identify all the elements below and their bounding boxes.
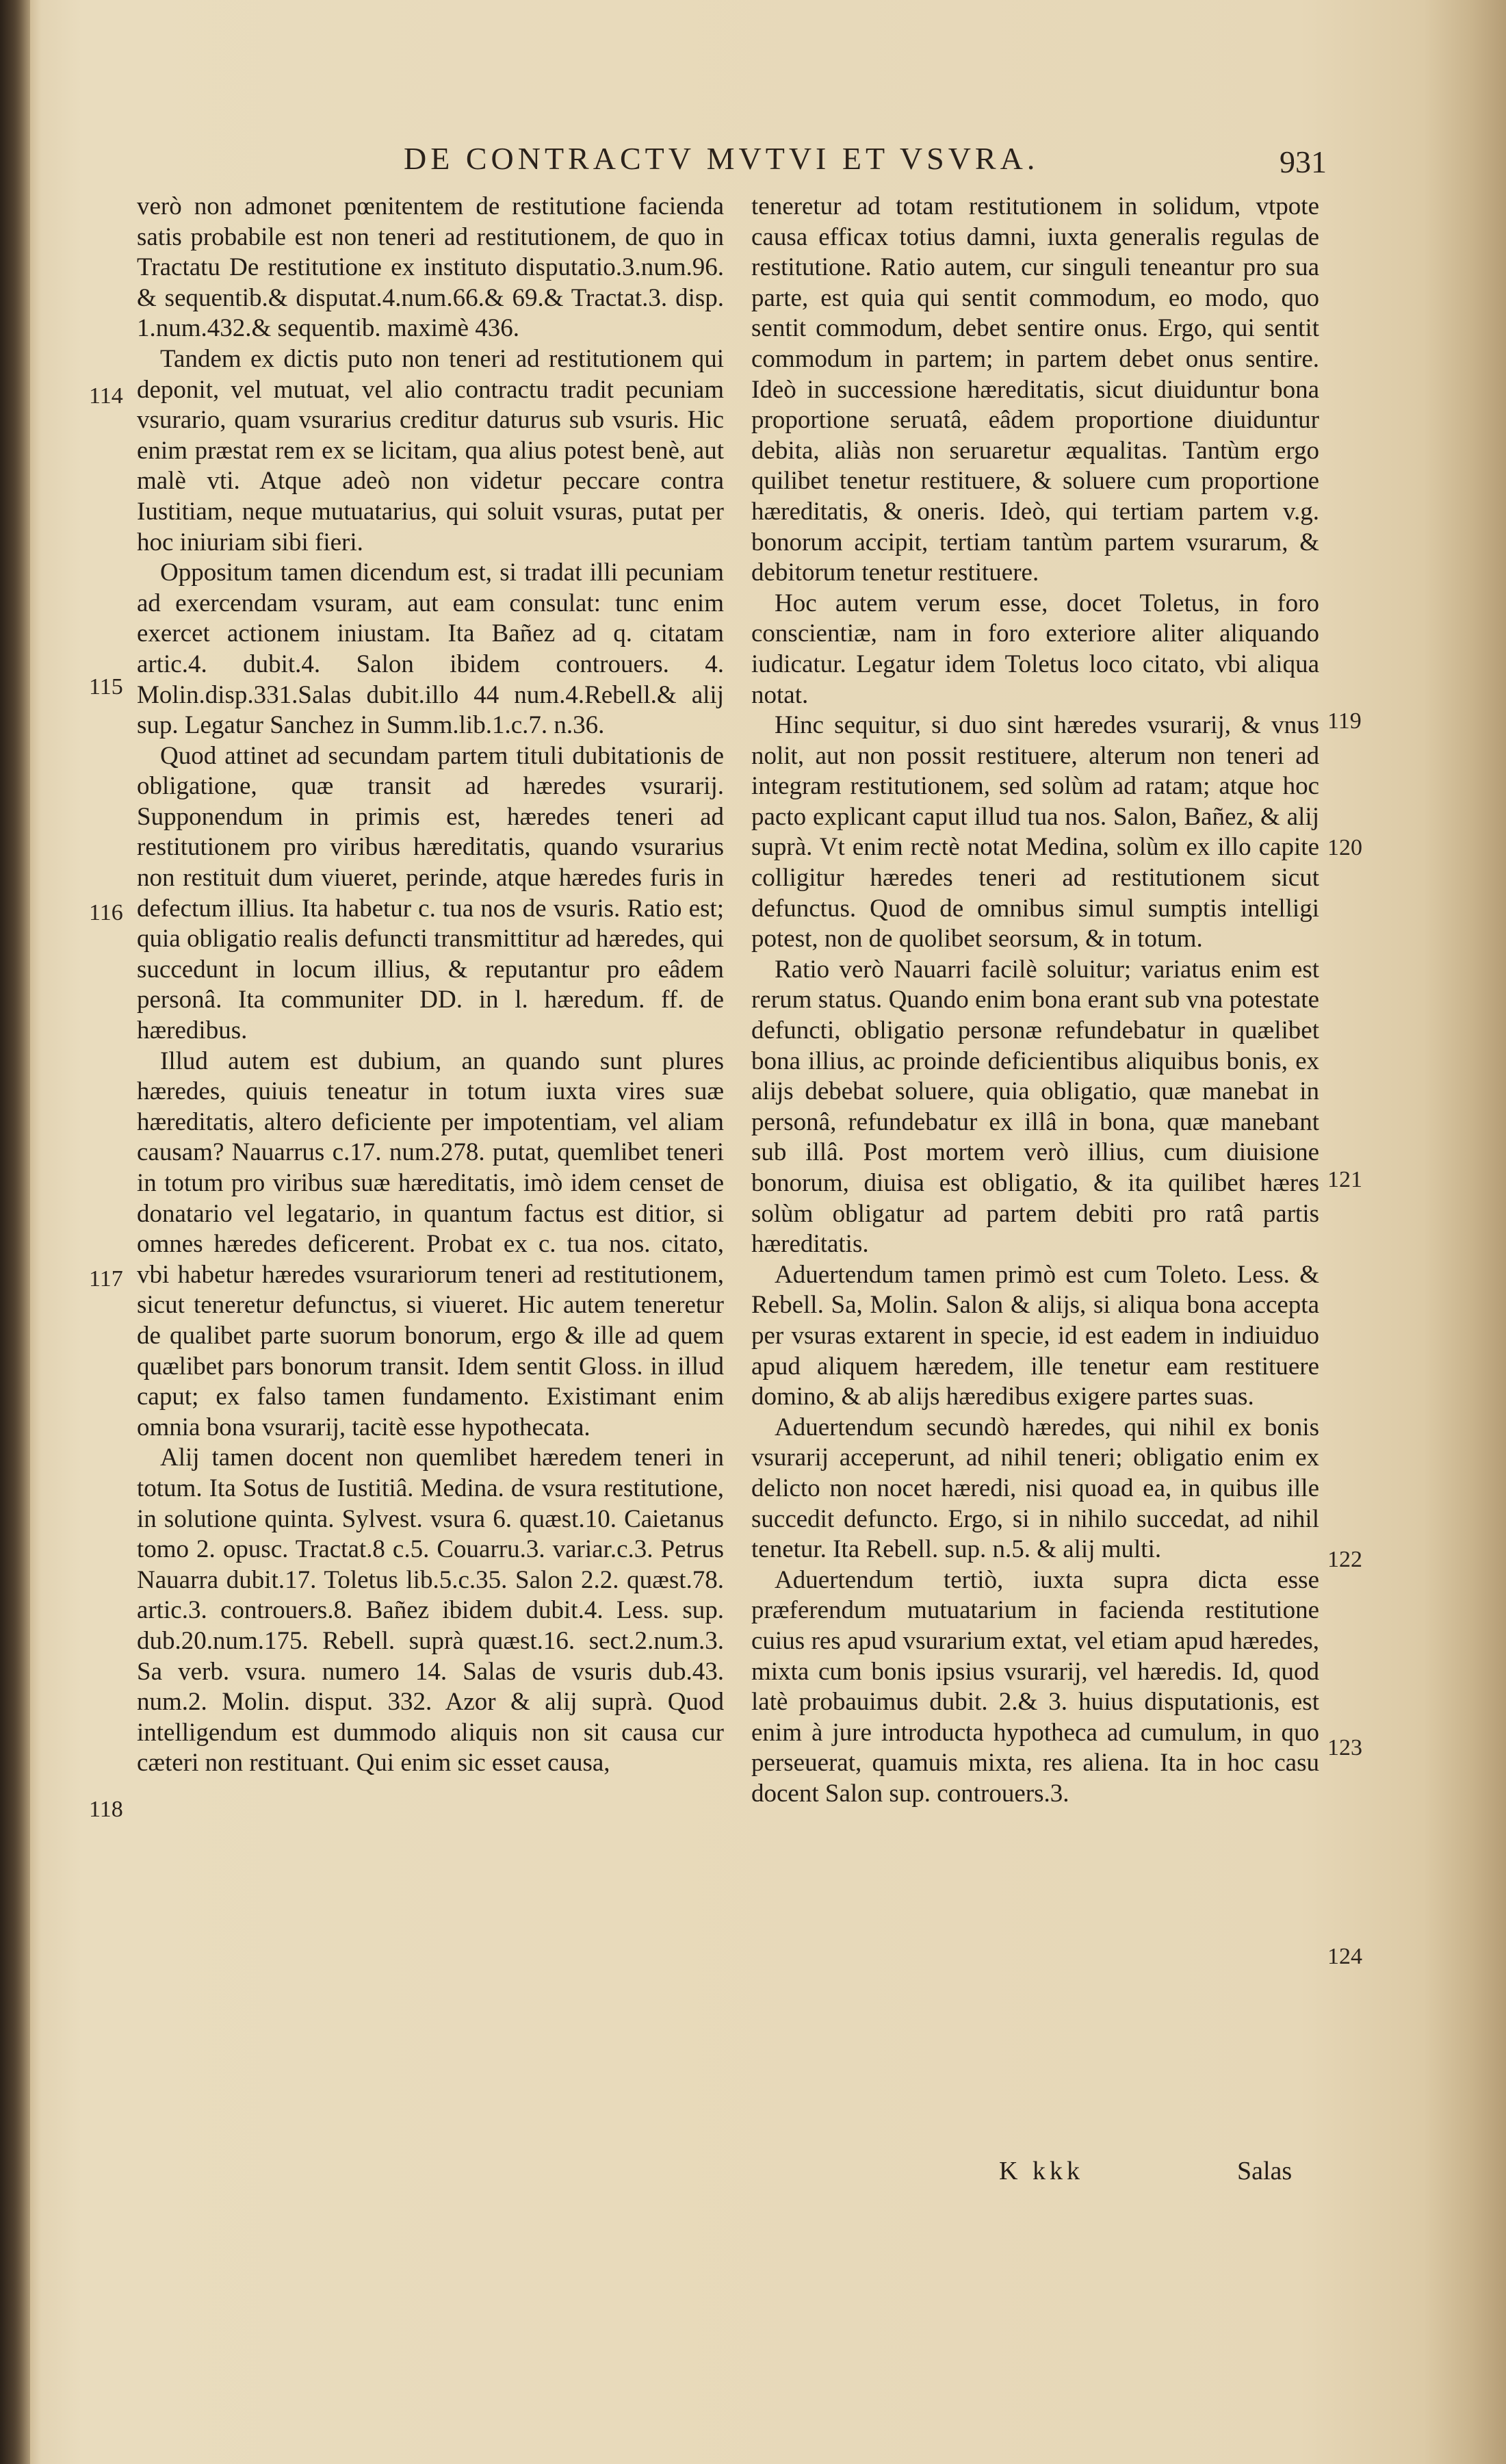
signature-mark: K kkk <box>999 2157 1084 2185</box>
margin-number: 124 <box>1327 1944 1362 1969</box>
margin-number: 121 <box>1327 1167 1362 1192</box>
paragraph: teneretur ad totam restitutionem in solidum, vtpote causa efficax totius damni, iuxta generalis regulas de restitutione. Ratio autem, cur singuli teneantur pro sua parte, est quia qui sentit commodum, eo modo, quo sentit commodum, debet sentire onus. Ergo, qui sentit commodum in partem; in partem debet onus sentire. Ideò in successione hæreditatis, sicut diuiduntur bona proportione seruatâ, eâdem proportione diuiduntur debita, aliàs non seruaretur æqualitas. Tantùm ergo quilibet tenetur restituere, & soluere cum proportione hæreditatis, & oneris. Ideò, qui tertiam partem v.g. bonorum accipit, tertiam tantùm partem vsurarum, & debitorum tenetur restituere. <box>751 192 1319 587</box>
paragraph: Alij tamen docent non quemlibet hæredem teneri in totum. Ita Sotus de Iustitiâ. Medina. de vsura restitutione, in solutione quinta. Sylvest. vsura 6. quæst.10. Caietanus tomo 2. opusc. Tractat.8 c.5. Couarru.3. variar.c.3. Petrus Nauarra dubit.17. Toletus lib.5.c.35. Salon 2.2. quæst.78. artic.3. controuers.8. Bañez ibidem dubit.4. Less. sup. dub.20.num.175. Rebell. suprà quæst.16. sect.2.num.3. Sa verb. vsura. numero 14. Salas de vsuris dub.43. num.2. Molin. disput. 332. Azor & alij suprà. Quod intelligendum est dummodo aliquis non sit causa cur cæteri non restituant. Qui enim sic esset causa, <box>137 1443 724 1778</box>
paragraph: Ratio verò Nauarri facilè soluitur; variatus enim est rerum status. Quando enim bona erant sub vna potestate defuncti, obligatio personæ refundebatur in quælibet bona illius, ac proinde deficientibus aliquibus bonis, ex alijs debebat soluere, quia obligatio, quæ manebat in personâ, refundebatur ex illâ in bona, quæ manebant sub illâ. Post mortem verò illius, cum diuisione bonorum, diuisa est obligatio, & ita quilibet hæres solùm obligatur ad partem debiti pro ratâ partis hæreditatis. <box>751 955 1319 1259</box>
paragraph: Aduertendum secundò hæredes, qui nihil ex bonis vsurarij acceperunt, ad nihil teneri; obligatio enim ex delicto non nocet hæredi, nisi quoad ea, in quibus ille succedit defuncto. Ergo, si in nihilo succedat, ad nihil tenetur. Ita Rebell. sup. n.5. & alij multi. <box>751 1413 1319 1564</box>
right-column <box>751 192 1319 1809</box>
margin-number: 120 <box>1327 835 1362 860</box>
margin-number: 115 <box>89 674 123 700</box>
margin-number: 119 <box>1327 708 1362 734</box>
paragraph: Quod attinet ad secundam partem tituli dubitationis de obligatione, quæ transit ad hæredes vsurarij. Supponendum in primis est, hæredes teneri ad restitutionem pro viribus hæreditatis, quando vsurarius non restituit dum viueret, perinde, atque hæredes furis in defectum illius. Ita habetur c. tua nos de vsuris. Ratio est; quia obligatio realis defuncti transmittitur ad hæredes, qui succedunt in locum illius, & reputantur pro eâdem personâ. Ita communiter DD. in l. hæredum. ff. de hæredibus. <box>137 741 724 1045</box>
paragraph: Aduertendum tamen primò est cum Toleto. Less. & Rebell. Sa, Molin. Salon & alijs, si aliqua bona accepta per vsuras extarent in specie, id est eadem in indiuiduo apud aliquem hæredem, ille tenetur eam restituere domino, & ab alijs hæredibus exigere partes suas. <box>751 1260 1319 1411</box>
paragraph: Aduertendum tertiò, iuxta supra dicta esse præferendum mutuatarium in facienda restitutione cuius res apud vsurarium extat, vel etiam apud hæredes, mixta cum bonis ipsius vsurarij, vel hæredis. Id, quod latè probauimus dubit. 2.& 3. huius disputationis, est enim à jure introducta hypotheca ad cumulum, in quo perseuerat, quamuis mixta, res aliena. Ita in hoc casu docent Salon sup. controuers.3. <box>751 1565 1319 1808</box>
paragraph: Hoc autem verum esse, docet Toletus, in foro conscientiæ, nam in foro exteriore aliter aliquando iudicatur. Legatur idem Toletus loco citato, vbi aliqua notat. <box>751 589 1319 709</box>
paragraph: Illud autem est dubium, an quando sunt plures hæredes, quiuis teneatur in totum iuxta vires suæ hæreditatis, altero deficiente per impotentiam, vel aliam causam? Nauarrus c.17. num.278. putat, quemlibet teneri in totum pro viribus suæ hæreditatis, imò idem censet de donatario vel legatario, in quantum factus est ditior, si omnes hæredes deficerent. Probat ex c. tua nos. citato, vbi habetur hæredes vsurariorum teneri ad restitutionem, sicut teneretur defunctus, si viueret. Hic autem teneretur de qualibet parte suorum bonorum, ergo & ille ad quem quælibet pars bonorum transit. Idem sentit Gloss. in illud caput; ex falso tamen fundamento. Existimant enim omnia bona vsurarij, tacitè esse hypothecata. <box>137 1047 724 1441</box>
left-column <box>137 192 724 1779</box>
paragraph: Oppositum tamen dicendum est, si tradat illi pecuniam ad exercendam vsuram, aut eam consulat: tunc enim exercet actionem iniustam. Ita Bañez ad q. citatam artic.4. dubit.4. Salon ibidem controuers. 4. Molin.disp.331.Salas dubit.illo 44 num.4.Rebell.& alij sup. Legatur Sanchez in Summ.lib.1.c.7. n.36. <box>137 559 724 740</box>
margin-number: 116 <box>89 900 123 925</box>
margin-number: 118 <box>89 1797 123 1822</box>
book-gutter-shadow <box>0 0 30 2464</box>
margin-number: 114 <box>89 383 123 409</box>
page-number: 931 <box>1280 144 1327 179</box>
margin-number: 122 <box>1327 1547 1362 1572</box>
margin-number: 123 <box>1327 1735 1362 1760</box>
paragraph: verò non admonet pœnitentem de restitutione facienda satis probabile est non teneri ad restitutionem, de quo in Tractatu De restitutione ex instituto disputatio.3.num.96. & sequentib.& disputat.4.num.66.& 69.& Tractat.3. disp. 1.num.432.& sequentib. maximè 436. <box>137 192 724 343</box>
paragraph: Hinc sequitur, si duo sint hæredes vsurarij, & vnus nolit, aut non possit restituere, alterum non teneri ad integram restitutionem, sed solùm ad ratam; atque hoc pacto explicant caput illud tua nos. Salon, Bañez, & alij suprà. Vt enim rectè notat Medina, solùm ex illo capite colligitur hæredes teneri ad restitutionem sicut defunctus. Quod de omnibus simul sumptis intelligi potest, non de quolibet seorsum, & in totum. <box>751 711 1319 953</box>
margin-number: 117 <box>89 1266 123 1292</box>
catchword: Salas <box>1237 2157 1293 2185</box>
paragraph: Tandem ex dictis puto non teneri ad restitutionem qui deponit, vel mutuat, vel alio contractu tradit pecuniam vsurario, quam vsurarius creditur daturus sub vsuris. Hic enim præstat rem ex se licitam, qua alius potest benè, aut malè vti. Atque adeò non videtur peccare contra Iustitiam, neque mutuatarius, qui soluit vsuras, putat per hoc iniuriam sibi fieri. <box>137 344 724 556</box>
running-header: DE CONTRACTV MVTVI ET VSVRA. <box>404 141 1039 176</box>
